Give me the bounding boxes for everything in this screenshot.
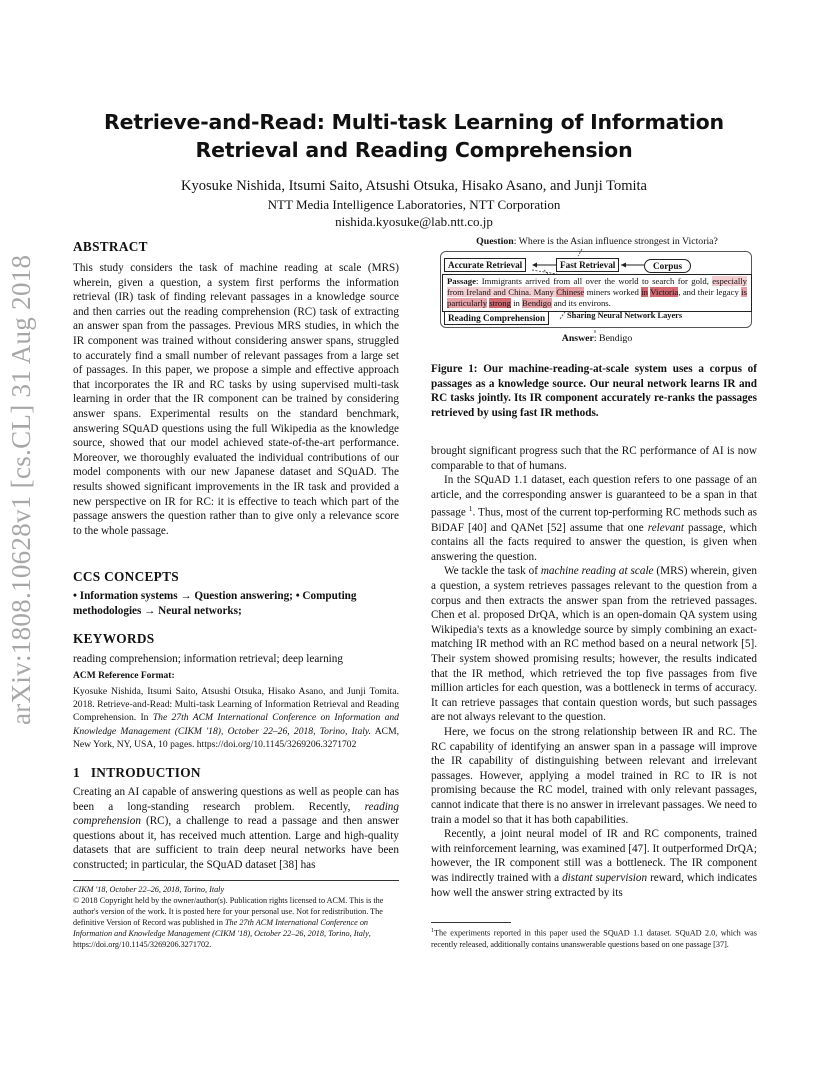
intro-p1-part-a: Creating an AI capable of answering questions as well as people can has been a long-standing research problem. Recently,	[73, 786, 399, 813]
intro-paragraph-1	[73, 785, 399, 873]
ccs-concepts	[73, 589, 399, 618]
question-text: : Where is the Asian influence strongest in Victoria?	[513, 236, 718, 247]
footnote-text: The experiments reported in this paper used the SQuAD 1.1 dataset. SQuAD 2.0, which was recently released, additionally contains unanswerable questions based on one passage [37].	[431, 928, 757, 949]
passage-highlight: Bendigo	[522, 297, 552, 308]
keywords-heading: KEYWORDS	[73, 631, 155, 646]
title-line-1: Retrieve-and-Read: Multi-task Learning of Information	[104, 110, 724, 134]
p5-part-b: reward, which indicates how well the answer string extracted by its	[431, 871, 757, 899]
corpus-box: Corpus	[644, 259, 691, 273]
p2-emphasis: relevant	[647, 521, 685, 534]
p2-part-b: . Thus, most of the current top-performing RC methods such as BiDAF [40] and QANet [52] assume that one	[431, 507, 758, 534]
passage-highlight: in	[641, 286, 649, 297]
email: nishida.kyosuke@lab.ntt.co.jp	[335, 214, 493, 229]
title-line-2: Retrieval and Reading Comprehension	[195, 138, 633, 162]
intro-heading	[73, 765, 201, 781]
p3-part-b: (MRS) wherein, given a question, a system retrieves passages relevant to the question from a corpus and then extracts the answer span from the retrieved passages. Chen et al. proposed DrQA, which is an open-domain QA system using Wikipedia's texts as a knowledge source by simply combining an exact-matching IR method with an RC method based on a neural network [5]. Their system showed promising results; however, the results indicated that the IR method, which retrieved the top five passages from five million articles for each question, was a bottleneck in terms of accuracy. It can retrieve passages that contain question words, but such passages are not always relevant to the question.	[431, 565, 757, 724]
figure-answer	[432, 333, 762, 344]
footnote-number: 1	[431, 928, 434, 934]
abstract-heading: ABSTRACT	[73, 239, 148, 254]
intro-heading-text: INTRODUCTION	[90, 765, 201, 780]
arxiv-stamp: arXiv:1808.10628v1 [cs.CL] 31 Aug 2018	[6, 254, 36, 726]
passage-box	[442, 274, 752, 312]
footer-left	[73, 884, 399, 950]
passage-highlight: Victoria	[650, 286, 679, 297]
p2-part-a: In the SQuAD 1.1 dataset, each question refers to one passage of an article, and the corresponding answer is guaranteed to be a span in that passage	[431, 474, 757, 520]
keywords-text: reading comprehension; information retrieval; deep learning	[73, 653, 343, 665]
passage-label: Passage	[447, 276, 476, 286]
reading-comprehension-box: Reading Comprehension	[444, 311, 549, 325]
p2-part-c: passage, which contains all the facts required to answer the question, is given when answering the question.	[431, 521, 757, 563]
acm-ref-authors: Kyosuke Nishida, Itsumi Saito, Atsushi Otsuka, Hisako Asano, and Junji Tomita. 2018. Retrieve-and-Read: Multi-task Learning of Information Retrieval and Reading Comprehension. In	[73, 686, 399, 724]
passage-text: in	[510, 297, 523, 308]
p3-part-a: We tackle the task of	[444, 565, 541, 578]
p5-emphasis: distant supervision	[562, 871, 648, 884]
answer-label: Answer	[561, 333, 594, 344]
paragraph-ir-rc: Here, we focus on the strong relationship between IR and RC. The RC capability of identifying an answer span in a passage will improve the IR capability of distinguishing between relevant and irrelevant passages. However, applying a model trained in RC to IR is not promising because the RC model, trained with only relevant passages, cannot indicate that there is no answer in irrelevant passages. We need to train a model so that it has both capabilities.	[431, 726, 758, 826]
passage-highlight: strong	[489, 297, 511, 308]
abstract-text: This study considers the task of machine reading at scale (MRS) wherein, given a question, a system first performs the information retrieval (IR) task of finding relevant passages in a knowledge source and then carries out the reading comprehension (RC) task of extracting an answer span from the passages. Previous MRS studies, in which the IR component was trained without considering answer spans, struggled to accurately find a small number of relevant passages from a large set of passages. In this paper, we propose a simple and effective approach that incorporates the IR and RC tasks by using supervised multi-task learning in order that the IR component can be trained by considering answer spans. Experimental results on the standard benchmark, answering SQuAD questions using the full Wikipedia as the knowledge source, showed that our model achieved state-of-the-art performance. Moreover, we thoroughly evaluated the individual contributions of our model components with our new Japanese dataset and SQuAD. The results showed significant improvements in the IR task and provided a new perspective on IR for RC: it is effective to teach which part of the passage answers the question rather than to give only a relevance score to the whole passage.	[73, 262, 399, 537]
passage-highlight: particularly	[447, 297, 488, 308]
intro-heading-number: 1	[73, 765, 80, 780]
footer-conference: CIKM '18, October 22–26, 2018, Torino, Italy	[73, 885, 225, 894]
footer-copyright	[73, 895, 399, 950]
intro-p1-emphasis: reading comprehension	[73, 800, 399, 828]
acm-ref-venue: The 27th ACM International Conference on Information and Knowledge Management (CIKM '18), October 22–26, 2018, Torino, Italy.	[73, 712, 399, 737]
paper-title	[0, 108, 828, 164]
footnote-rule	[431, 922, 511, 923]
affiliation-block	[0, 196, 828, 230]
answer-text: : Bendigo	[593, 333, 633, 344]
footer-rule	[73, 880, 399, 881]
copyright-venue: The 27th ACM International Conference on Information and Knowledge Management (CIKM '18), October 22–26, 2018, Torino, Italy	[73, 918, 369, 938]
p3-emphasis: machine reading at scale	[540, 565, 654, 578]
fast-retrieval-box: Fast Retrieval	[556, 258, 619, 272]
passage-text: : Immigrants arrived from all over the world to search for gold,	[475, 276, 713, 286]
passage-highlight: Chinese	[556, 286, 585, 297]
affiliation: NTT Media Intelligence Laboratories, NTT Corporation	[267, 197, 561, 212]
ccs-heading: CCS CONCEPTS	[73, 569, 179, 584]
authors: Kyosuke Nishida, Itsumi Saito, Atsushi Otsuka, Hisako Asano, and Junji Tomita	[181, 178, 647, 194]
passage-text: and its environs.	[551, 297, 611, 308]
acm-ref-text	[73, 685, 399, 751]
acm-ref-heading: ACM Reference Format:	[73, 671, 175, 681]
copyright-text: © 2018 Copyright held by the owner/author(s). Publication rights licensed to ACM. This is the author's version of the work. It is posted here for your personal use. Not for redistribution. The definitive Version of Record was published in	[73, 896, 384, 927]
ccs-item-1: • Information systems → Question answering;	[73, 590, 293, 602]
ccs-item-2: • Computing methodologies → Neural networks;	[73, 590, 357, 617]
acm-ref-tail: ACM, New York, NY, USA, 10 pages. https://doi.org/10.1145/3269206.3271702	[73, 725, 400, 750]
right-column-body	[431, 444, 757, 900]
accurate-retrieval-box: Accurate Retrieval	[444, 258, 526, 272]
passage-text: , and their legacy	[678, 286, 742, 297]
footnote-marker: 1	[468, 504, 473, 514]
paragraph-mrs	[431, 564, 757, 725]
question-label: Question	[476, 236, 514, 247]
sharing-layers-label: Sharing Neural Network Layers	[567, 311, 683, 320]
p5-part-a: Recently, a joint neural model of IR and RC components, trained with reinforcement learning, was examined [47]. It outperformed DrQA; however, the IR component still was a bottleneck. The IR component was indirectly trained with a	[431, 828, 757, 884]
paragraph-squad	[431, 473, 757, 564]
passage-highlight: is	[741, 286, 747, 297]
figure-caption: Figure 1: Our machine-reading-at-scale system uses a corpus of passages as a knowledge source. Our neural network learns IR and RC tasks jointly. Its IR component accurately re-ranks the passages retrieved by using fast IR methods.	[431, 363, 757, 419]
copyright-doi: , https://doi.org/10.1145/3269206.3271702.	[73, 929, 371, 949]
passage-highlight: especially from Ireland and China. Many	[447, 276, 747, 297]
paragraph-continued: brought significant progress such that the RC performance of AI is now comparable to that of humans.	[431, 445, 757, 472]
footnote	[431, 926, 757, 950]
passage-text: miners worked	[584, 286, 642, 297]
paragraph-joint-model	[431, 827, 757, 900]
figure-1	[432, 236, 762, 348]
intro-p1-part-b: (RC), a challenge to read a passage and then answer questions about it, has received much attention. Large and high-quality datasets that are sufficient to train deep neural networks have been constructed; in particular, the SQuAD dataset [38] has	[73, 815, 399, 871]
